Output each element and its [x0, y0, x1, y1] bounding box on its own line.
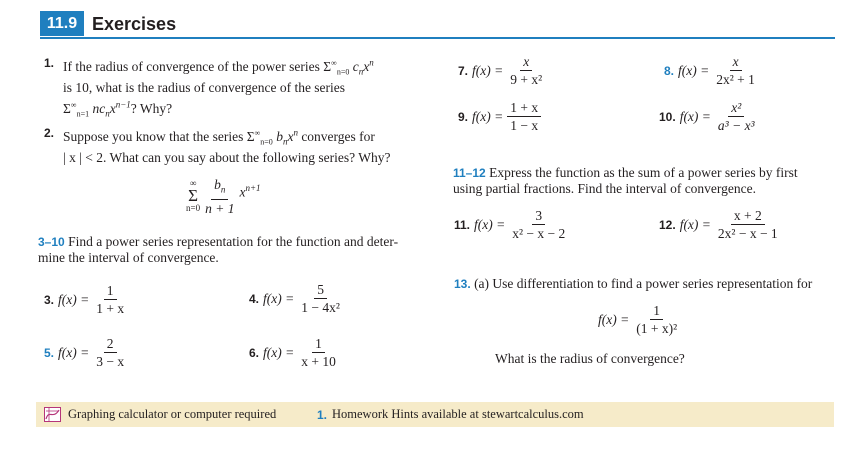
problem-13-question: What is the radius of convergence?	[495, 351, 685, 366]
instruction-3-10: 3–10 Find a power series representation for the function and deter- mine the interval of convergence.	[38, 234, 399, 265]
problem-11: 11. f(x) = $\frac{3}{\text{x² − x − 2}}$	[454, 208, 566, 241]
problem-13: 13. (a) Use differentiation to find a power series representation for	[454, 276, 813, 291]
problem-12: 12. f(x) = $\frac{x + 2}{\text{2x² − x − 1}}$	[659, 208, 778, 241]
series-denominator: n + 1	[205, 200, 235, 216]
problem-7: 7. f(x) = $\frac{x}{\text{9 + x²}}$	[458, 54, 543, 87]
problem-10: 10. f(x) = $\frac{\text{x²}}{\text{a³ − x³}}$	[659, 100, 755, 133]
problem-text: If the radius of convergence of the power series $\Sigma^\infty_{n=0}$ $c_nx^n$	[63, 57, 374, 77]
graphing-calculator-icon	[44, 407, 61, 422]
problem-5: 5. f(x) = $\frac{2}{3 - x}$	[44, 336, 125, 369]
problem-3: 3. f(x) = $\frac{1}{1 + x}$	[44, 283, 125, 316]
header-rule	[40, 37, 835, 39]
problem-number: 1.	[44, 56, 55, 70]
instruction-11-12: 11–12 Express the function as the sum of a power series by first using partial fractions. Find the interval of convergence.	[453, 165, 798, 196]
problem-1: 1. If the radius of convergence of the power series $\Sigma^\infty_{n=0}$ $c_nx^n$ is 10, what is the radius of convergence of the series $\Sigma^\infty_{n=1}$ $nc_nx^{n-1}$? Why?	[44, 56, 374, 119]
series-display: ∞ Σ n=0 $\frac{b_n}{n + 1}$ $x^{n+1}$	[186, 177, 261, 216]
section-title: Exercises	[92, 14, 177, 34]
calculator-note: Graphing calculator or computer required	[68, 407, 277, 421]
problem-number: 2.	[44, 126, 55, 140]
section-number-badge: 11.9	[40, 11, 84, 36]
footer-bar	[36, 402, 834, 427]
problem-6: 6. f(x) = $\frac{1}{x + 10}$	[249, 336, 336, 369]
series-numerator: b	[214, 177, 221, 192]
problem-4: 4. f(x) = $\frac{5}{\text{1 − 4x²}}$	[249, 282, 340, 315]
hint-number: 1.	[317, 408, 328, 422]
hint-note: Homework Hints available at stewartcalculus.com	[332, 407, 584, 421]
problem-8: 8. f(x) = $\frac{x}{\text{2x² + 1}}$	[664, 54, 755, 87]
problem-2: 2. Suppose you know that the series $\Sigma^\infty_{n=0}$ $b_nx^n$ converges for | x | < 2. What can you say about the following series? Why?	[44, 126, 391, 166]
problem-9: 9. f(x) = $\frac{1 + x}{1 - x}$	[458, 100, 541, 133]
problem-13-function: f(x) = $\frac{1}{\text{(1 + x)²}}$	[598, 303, 678, 336]
